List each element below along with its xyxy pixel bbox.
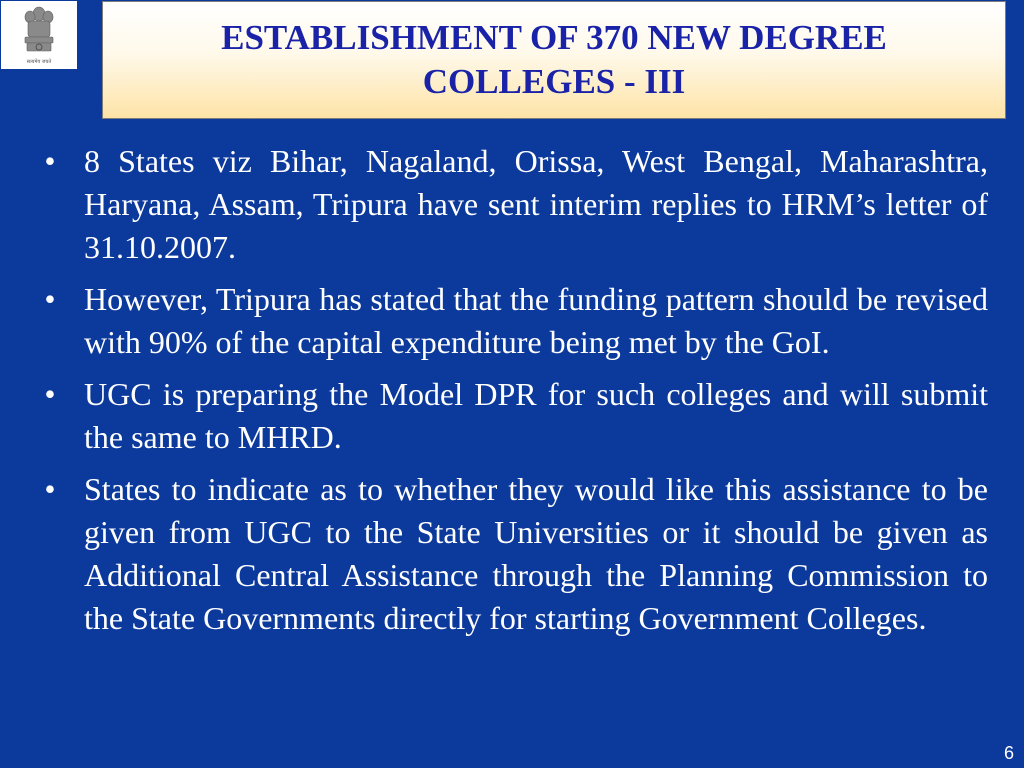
slide-title: ESTABLISHMENT OF 370 NEW DEGREE COLLEGES - III	[221, 18, 887, 101]
bullet-icon: •	[44, 281, 56, 317]
bullet-icon: •	[44, 471, 56, 507]
bullet-list	[40, 140, 988, 649]
bullet-item	[40, 140, 988, 269]
bullet-item	[40, 468, 988, 640]
page-number: 6	[1003, 743, 1014, 763]
bullet-text: States to indicate as to whether they would like this assistance to be given from UGC to the State Universities or it should be given as Additional Central Assistance through the Planning Commission to the State Governments directly for starting Government Colleges.	[84, 471, 988, 636]
bullet-text: However, Tripura has stated that the funding pattern should be revised with 90% of the capital expenditure being met by the GoI.	[84, 281, 988, 360]
slide-title-box	[102, 1, 1006, 119]
bullet-item	[40, 278, 988, 364]
emblem-caption: सत्यमेव जयते	[26, 59, 52, 65]
bullet-text: UGC is preparing the Model DPR for such colleges and will submit the same to MHRD.	[84, 376, 988, 455]
bullet-item	[40, 373, 988, 459]
national-emblem-logo	[1, 1, 77, 69]
bullet-icon: •	[44, 143, 56, 179]
bullet-icon: •	[44, 376, 56, 412]
lion-capital-emblem-icon	[19, 5, 59, 57]
bullet-text: 8 States viz Bihar, Nagaland, Orissa, West Bengal, Maharashtra, Haryana, Assam, Tripura have sent interim replies to HRM’s letter of 31.10.2007.	[84, 143, 988, 265]
